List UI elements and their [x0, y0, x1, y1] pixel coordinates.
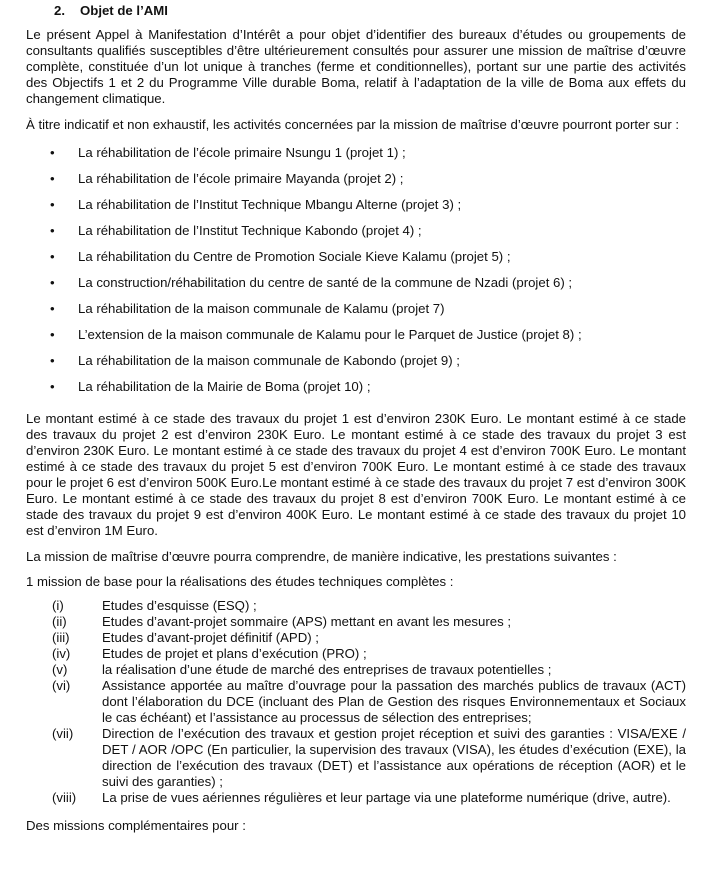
activity-item [26, 327, 686, 353]
section-number: 2. [54, 3, 65, 18]
activity-text: L’extension de la maison communale de Kalamu pour le Parquet de Justice (projet 8) ; [78, 327, 582, 342]
intro-paragraph: Le présent Appel à Manifestation d’Intérêt a pour objet d’identifier des bureaux d’études ou groupements de consultants qualifiés susceptibles d’être ultérieurement consultés pour assurer une mission de maîtrise d’œuvre complète, constituée d’un lot unique à tranches (ferme et conditionnelles), portant sur une partie des activités des Objectifs 1 et 2 du Programme Ville durable Boma, relatif à l’adaptation de la ville de Boma aux effets du changement climatique. [26, 27, 686, 106]
study-text: Etudes d’avant-projet sommaire (APS) mettant en avant les mesures ; [102, 614, 511, 629]
activity-item [26, 275, 686, 301]
activity-text: La réhabilitation de la maison communale de Kalamu (projet 7) [78, 301, 445, 316]
bullet-icon: • [50, 223, 55, 238]
section-title: Objet de l’AMI [80, 3, 168, 18]
activities-list [26, 145, 686, 405]
base-mission-paragraph: 1 mission de base pour la réalisations des études techniques complètes : [26, 574, 454, 589]
study-item [26, 598, 686, 614]
activity-text: La réhabilitation de l’Institut Technique Kabondo (projet 4) ; [78, 223, 422, 238]
activities-intro-paragraph: À titre indicatif et non exhaustif, les activités concernées par la mission de maîtrise d’œuvre pourront porter sur : [26, 117, 680, 132]
activity-text: La réhabilitation du Centre de Promotion Sociale Kieve Kalamu (projet 5) ; [78, 249, 511, 264]
activity-item [26, 353, 686, 379]
bullet-icon: • [50, 301, 55, 316]
section-heading [54, 3, 686, 19]
study-item [26, 790, 686, 806]
activity-text: La construction/réhabilitation du centre de santé de la commune de Nzadi (projet 6) ; [78, 275, 573, 290]
mission-intro-paragraph: La mission de maîtrise d’œuvre pourra comprendre, de manière indicative, les prestations suivantes : [26, 549, 617, 564]
activity-text: La réhabilitation de la Mairie de Boma (projet 10) ; [78, 379, 371, 394]
study-text: la réalisation d’une étude de marché des entreprises de travaux potentielles ; [102, 662, 552, 677]
activity-text: La réhabilitation de l’école primaire Nsungu 1 (projet 1) ; [78, 145, 406, 160]
study-item [26, 630, 686, 646]
study-text: Etudes d’avant-projet définitif (APD) ; [102, 630, 319, 645]
study-item [26, 726, 686, 790]
activity-item [26, 223, 686, 249]
activity-item [26, 171, 686, 197]
bullet-icon: • [50, 249, 55, 264]
bullet-icon: • [50, 327, 55, 342]
study-item [26, 646, 686, 662]
study-label: (v) [52, 662, 68, 677]
complementary-paragraph: Des missions complémentaires pour : [26, 818, 246, 833]
study-label: (i) [52, 598, 64, 613]
study-item [26, 614, 686, 630]
study-item [26, 678, 686, 726]
bullet-icon: • [50, 353, 55, 368]
bullet-icon: • [50, 145, 55, 160]
study-text: Etudes d’esquisse (ESQ) ; [102, 598, 257, 613]
bullet-icon: • [50, 275, 55, 290]
study-label: (iii) [52, 630, 70, 645]
document-page [26, 3, 686, 834]
study-text: Etudes de projet et plans d’exécution (PRO) ; [102, 646, 367, 661]
study-text: Assistance apportée au maître d’ouvrage pour la passation des marchés publics de travaux (ACT) dont l’élaboration du DCE (incluant des Plan de Gestion des risques Environnementaux et Sociaux le cas échéant) et l’assistance au processus de sélection des entreprises; [102, 678, 686, 725]
activity-item [26, 301, 686, 327]
bullet-icon: • [50, 171, 55, 186]
study-item [26, 662, 686, 678]
activity-item [26, 249, 686, 275]
study-label: (vi) [52, 678, 71, 693]
activity-item [26, 379, 686, 405]
study-label: (vii) [52, 726, 74, 741]
activity-text: La réhabilitation de l’Institut Technique Mbangu Alterne (projet 3) ; [78, 197, 462, 212]
study-label: (iv) [52, 646, 71, 661]
study-label: (ii) [52, 614, 67, 629]
bullet-icon: • [50, 379, 55, 394]
bullet-icon: • [50, 197, 55, 212]
activity-text: La réhabilitation de l’école primaire Mayanda (projet 2) ; [78, 171, 404, 186]
study-text: Direction de l’exécution des travaux et gestion projet réception et suivi des garanties : VISA/EXE / DET / AOR /OPC (En particulier, la supervision des travaux (VISA), les études d’exécution (EXE), la direction de l’exécution des travaux (DET) et l’assistance aux opérations de réception (AOR) et le suivi des garanties) ; [102, 726, 686, 789]
estimates-paragraph: Le montant estimé à ce stade des travaux du projet 1 est d’environ 230K Euro. Le montant estimé à ce stade des travaux du projet 2 est d’environ 230K Euro. Le montant estimé à ce stade des travaux du projet 3 est d’environ 230K Euro. Le montant estimé à ce stade des travaux du projet 4 est d’environ 700K Euro. Le montant estimé à ce stade des travaux du projet 5 est d’environ 700K Euro. Le montant estimé à ce stade des travaux pour le projet 6 est d’environ 500K Euro.Le montant estimé à ce stade des travaux du projet 7 est d’environ 300K Euro. Le montant estimé à ce stade des travaux du projet 8 est d’environ 700K Euro. Le montant estimé à ce stade des travaux du projet 9 est d’environ 400K Euro. Le montant estimé à ce stade des travaux du projet 10 est d’environ 1M Euro. [26, 411, 686, 538]
studies-list [26, 598, 686, 806]
study-label: (viii) [52, 790, 77, 805]
activity-item [26, 197, 686, 223]
study-text: La prise de vues aériennes régulières et leur partage via une plateforme numérique (drive, autre). [102, 790, 671, 805]
activity-item [26, 145, 686, 171]
activity-text: La réhabilitation de la maison communale de Kabondo (projet 9) ; [78, 353, 460, 368]
